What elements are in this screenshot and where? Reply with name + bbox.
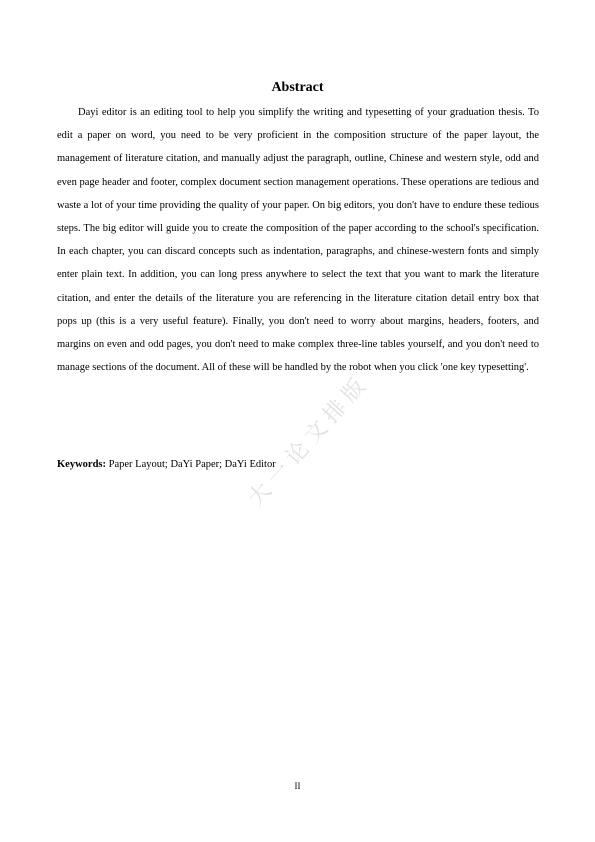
keywords-label: Keywords: xyxy=(57,459,106,470)
abstract-body: Dayi editor is an editing tool to help you simplify the writing and typesetting of your graduation thesis. To edit a paper on word, you need to be very proficient in the composition structure of the paper layout, the management of literature citation, and manually adjust the paragraph, outline, Chinese and western style, odd and even page header and footer, complex document section management operations. These operations are tedious and waste a lot of your time providing the quality of your paper. On big editors, you don't have to endure these tedious steps. The big editor will guide you to create the composition of the paper according to the school's specification. In each chapter, you can discard concepts such as indentation, paragraphs, and chinese-western fonts and simply enter plain text. In addition, you can long press anywhere to select the text that you want to mark the literature citation, and enter the details of the literature you are referencing in the literature citation detail entry box that pops up (this is a very useful feature). Finally, you don't need to worry about margins, headers, footers, and margins on even and odd pages, you don't need to make complex three-line tables yourself, and you don't need to manage sections of the document. All of these will be handled by the robot when you click 'one key typesetting'. xyxy=(57,107,539,374)
keywords-line xyxy=(57,455,539,475)
watermark: 大一论文排版 xyxy=(243,369,375,512)
abstract-title: Abstract xyxy=(271,80,324,95)
page-number: II xyxy=(294,781,301,791)
keywords-value: Paper Layout; DaYi Paper; DaYi Editor xyxy=(108,459,276,470)
